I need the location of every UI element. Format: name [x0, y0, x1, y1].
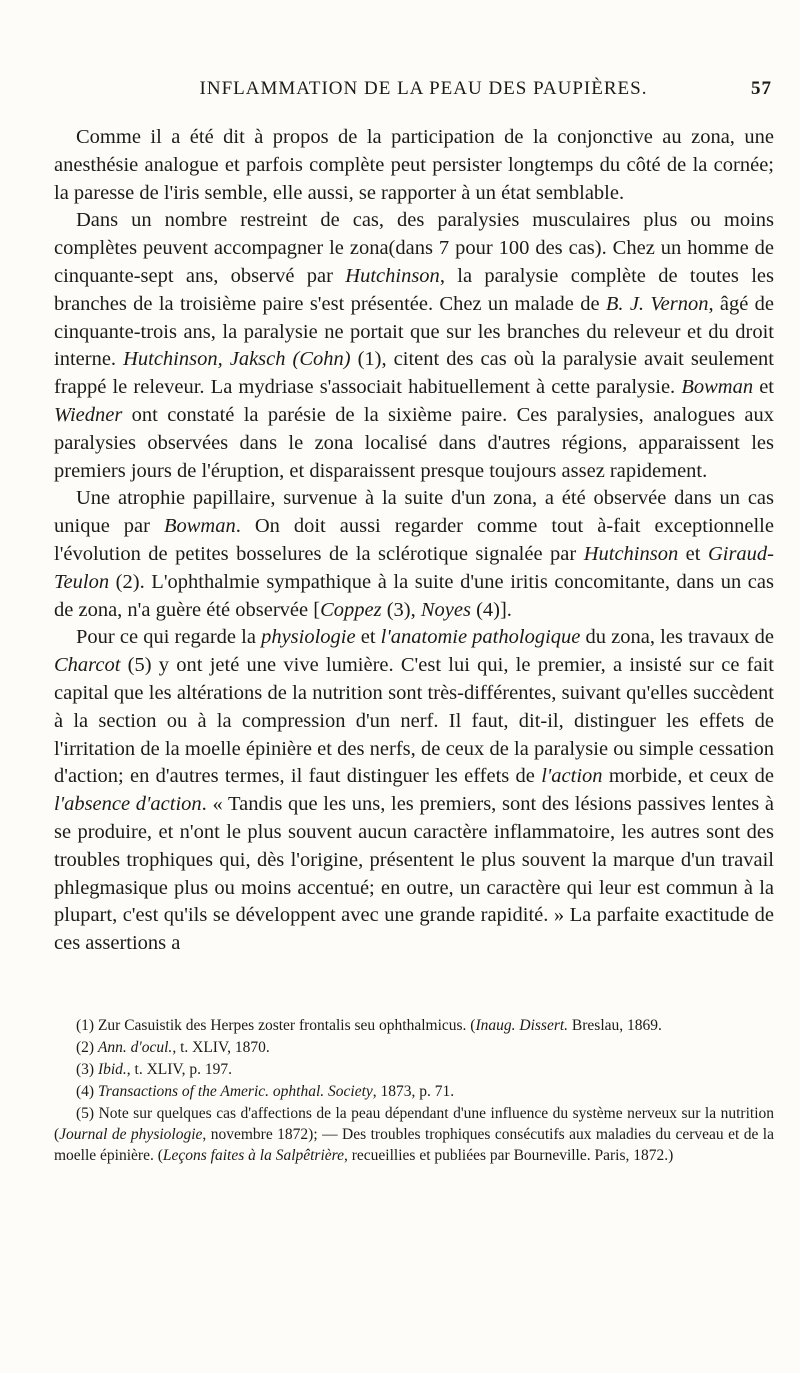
text-run: et [678, 542, 708, 565]
footnote-2 [54, 1037, 774, 1058]
text-run: du zona, les travaux de [580, 626, 774, 649]
author-name: Coppez [320, 598, 382, 621]
text-run: , 1873, p. 71. [372, 1083, 455, 1100]
paragraph-2 [54, 207, 774, 485]
emphasis: l'anatomie pathologique [380, 626, 581, 649]
footnote-4 [54, 1081, 774, 1102]
page-number: 57 [751, 78, 772, 99]
text-run: (1), citent des cas où la paralysie avait seulement frappé le releveur. La mydriase s'associait habituellement à cette paralysie. [54, 348, 775, 399]
text-run: , t. XLIV, 1870. [172, 1039, 270, 1056]
emphasis: l'absence d'action [54, 793, 202, 816]
footnotes [54, 1015, 774, 1167]
author-name: Hutchinson [345, 264, 440, 287]
text-run: , novembre 1872); — Des troubles trophiques consécutifs aux maladies du cerveau et de la moelle épinière. ( [54, 1126, 774, 1164]
text-run: Une atrophie papillaire, survenue à la suite d'un zona, a été observée dans un cas unique par [54, 487, 774, 538]
author-name: Charcot [54, 654, 121, 677]
text-run: . On doit aussi regarder comme tout à-fait exceptionnelle l'évolution de petites bosselures de la sclérotique signalée par [54, 515, 774, 565]
author-name: Wiedner [54, 403, 123, 426]
paragraph-1: Comme il a été dit à propos de la participation de la conjonctive au zona, une anesthésie analogue et parfois complète peut persister longtemps du côté de la cornée; la paresse de l'iris semble, elle aussi, se rapporter à un état semblable. [54, 126, 774, 204]
paragraph-3 [54, 485, 774, 624]
text-run: (3) [76, 1061, 98, 1078]
author-name: Giraud-Teulon [54, 542, 775, 593]
text-run: Breslau, 1869. [568, 1017, 662, 1034]
emphasis: Ann. d'ocul. [97, 1039, 173, 1056]
author-name: B. J. Vernon [605, 292, 709, 315]
running-title: INFLAMMATION DE LA PEAU DES PAUPIÈRES. [199, 78, 648, 99]
text-run: , recueillies et publiées par Bourneville. Paris, 1872.) [344, 1147, 674, 1164]
text-run: (2). L'ophthalmie sympathique à la suite d'une iritis concomitante, dans un cas de zona, n'a guère été observée [ [54, 570, 774, 621]
author-name: Hutchinson [583, 542, 679, 565]
paragraph-4 [54, 624, 774, 958]
text-run: , la paralysie complète de toutes les branches de la troisième paire s'est présentée. Chez un malade de [54, 264, 774, 315]
footnote-5 [54, 1103, 774, 1166]
text-run: (5) Note sur quelques cas d'affections de la peau dépendant d'une influence du système nerveux sur la nutrition ( [54, 1105, 774, 1143]
text-run: morbide, et ceux de [602, 765, 774, 788]
text-run: (2) [76, 1039, 98, 1056]
text-run: , t. XLIV, p. 197. [126, 1061, 232, 1078]
text-run: (3), [381, 598, 421, 621]
footnote-3 [54, 1059, 774, 1080]
text-run: et [355, 626, 381, 649]
text-run: . « Tandis que les uns, les premiers, sont des lésions passives lentes à se produire, et n'ont le plus souvent aucun caractère inflammatoire, les autres sont des troubles trophiques qui, dès l'origine, présentent le plus souvent la marque d'un travail phlegmasique plus ou moins accentué; en outre, un caractère qui leur est commun à la plupart, c'est qu'ils se développent avec une grande rapidité. » La parfaite exactitude de ces assertions a [54, 793, 774, 955]
author-name: Bowman [681, 376, 754, 399]
emphasis: Leçons faites à la Salpêtrière [162, 1147, 344, 1164]
author-name: Noyes [420, 598, 471, 621]
author-name: Hutchinson, Jaksch (Cohn) [123, 348, 351, 371]
text-run: Dans un nombre restreint de cas, des paralysies musculaires plus ou moins complètes peuvent accompagner le zona(dans 7 pour 100 des cas). Chez un homme de cinquante-sept ans, observé par [54, 209, 774, 287]
emphasis: l'action [541, 765, 603, 788]
footnote-1 [54, 1015, 774, 1036]
text-run: (4)]. [470, 598, 512, 621]
emphasis: Journal de physiologie [59, 1126, 203, 1143]
running-header [75, 78, 772, 108]
main-text [54, 124, 774, 958]
emphasis: physiologie [261, 626, 356, 649]
author-name: Bowman [163, 515, 236, 538]
text-run: , âgé de cinquante-trois ans, la paralysie ne portait que sur les branches du releveur et du droit interne. [54, 292, 775, 371]
emphasis: Ibid. [97, 1061, 127, 1078]
text-run: (1) Zur Casuistik des Herpes zoster frontalis seu ophthalmicus. ( [76, 1017, 476, 1034]
emphasis: Inaug. Dissert. [475, 1017, 569, 1034]
text-run: (5) y ont jeté une vive lumière. C'est lui qui, le premier, a insisté sur ce fait capital que les altérations de la nutrition sont très-différentes, suivant qu'elles succèdent à la section ou à la compression d'un nerf. Il faut, dit-il, distinguer les effets de l'irritation de la moelle épinière et des nerfs, de ceux de la paralysie ou simple cessation d'action; en d'autres termes, il faut distinguer les effets de [54, 654, 774, 788]
text-run: Pour ce qui regarde la [76, 626, 262, 649]
text-run: ont constaté la parésie de la sixième paire. Ces paralysies, analogues aux paralysies observées dans le zona localisé dans d'autres régions, apparaissent les premiers jours de l'éruption, et disparaissent presque toujours assez rapidement. [54, 403, 774, 482]
emphasis: Transactions of the Americ. ophthal. Society [97, 1083, 373, 1100]
text-run: (4) [76, 1083, 98, 1100]
text-run: et [753, 376, 774, 399]
